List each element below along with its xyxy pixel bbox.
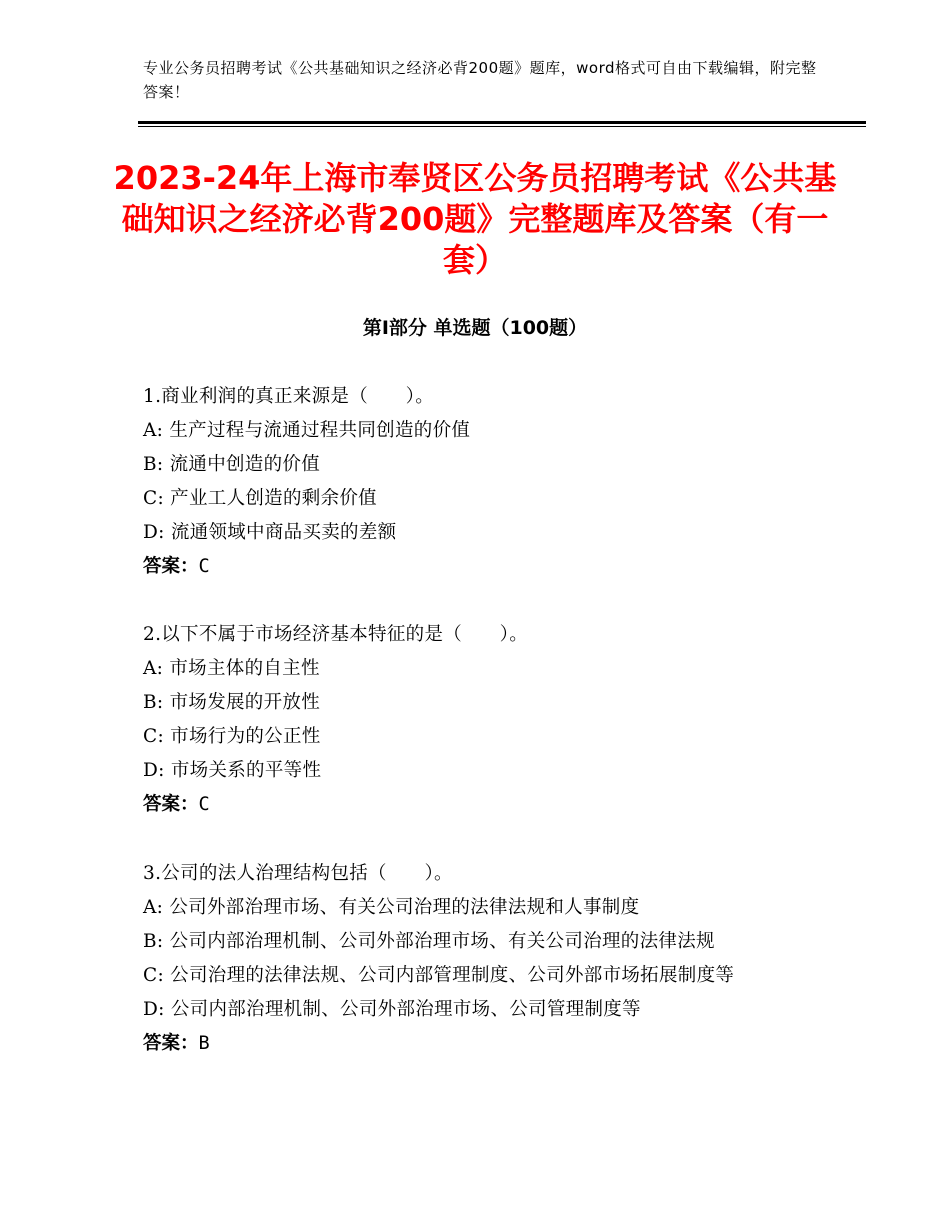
header-rule-thick (138, 121, 866, 124)
answer-label: 答案： (143, 794, 199, 815)
answer-value: C (198, 556, 210, 577)
question-stem: 1.商业利润的真正来源是（ ）。 (143, 386, 435, 407)
answer-value: C (198, 794, 210, 815)
section-title: 第Ⅰ部分 单选题（100题） (362, 317, 588, 339)
option-b: B: 流通中创造的价值 (143, 454, 321, 475)
option-a: A: 公司外部治理市场、有关公司治理的法律法规和人事制度 (143, 897, 640, 918)
option-a: A: 市场主体的自主性 (143, 658, 320, 679)
question-stem: 2.以下不属于市场经济基本特征的是（ ）。 (143, 624, 529, 645)
question-block-3 (143, 857, 833, 1061)
option-d: D: 市场关系的平等性 (143, 760, 322, 781)
option-b: B: 市场发展的开放性 (143, 692, 321, 713)
question-block-1 (143, 380, 833, 584)
answer-label: 答案： (143, 1033, 199, 1054)
answer-line (143, 550, 833, 584)
header-rule-thin (138, 126, 866, 127)
option-a: A: 生产过程与流通过程共同创造的价值 (143, 420, 471, 441)
question-stem: 3.公司的法人治理结构包括（ ）。 (143, 863, 453, 884)
option-c: C: 产业工人创造的剩余价值 (143, 488, 377, 509)
option-d: D: 流通领域中商品买卖的差额 (143, 522, 397, 543)
answer-label: 答案： (143, 556, 199, 577)
answer-value: B (198, 1033, 210, 1054)
option-d: D: 公司内部治理机制、公司外部治理市场、公司管理制度等 (143, 999, 641, 1020)
answer-line (143, 1027, 833, 1061)
option-c: C: 公司治理的法律法规、公司内部管理制度、公司外部市场拓展制度等 (143, 965, 735, 986)
document-title: 2023-24年上海市奉贤区公务员招聘考试《公共基础知识之经济必背200题》完整题库及答案（有一套） (113, 159, 837, 279)
option-b: B: 公司内部治理机制、公司外部治理市场、有关公司治理的法律法规 (143, 931, 715, 952)
question-block-2 (143, 618, 833, 822)
answer-line (143, 788, 833, 822)
option-c: C: 市场行为的公正性 (143, 726, 321, 747)
header-note: 专业公务员招聘考试《公共基础知识之经济必背200题》题库，word格式可自由下载编辑，附完整答案！ (143, 59, 817, 101)
